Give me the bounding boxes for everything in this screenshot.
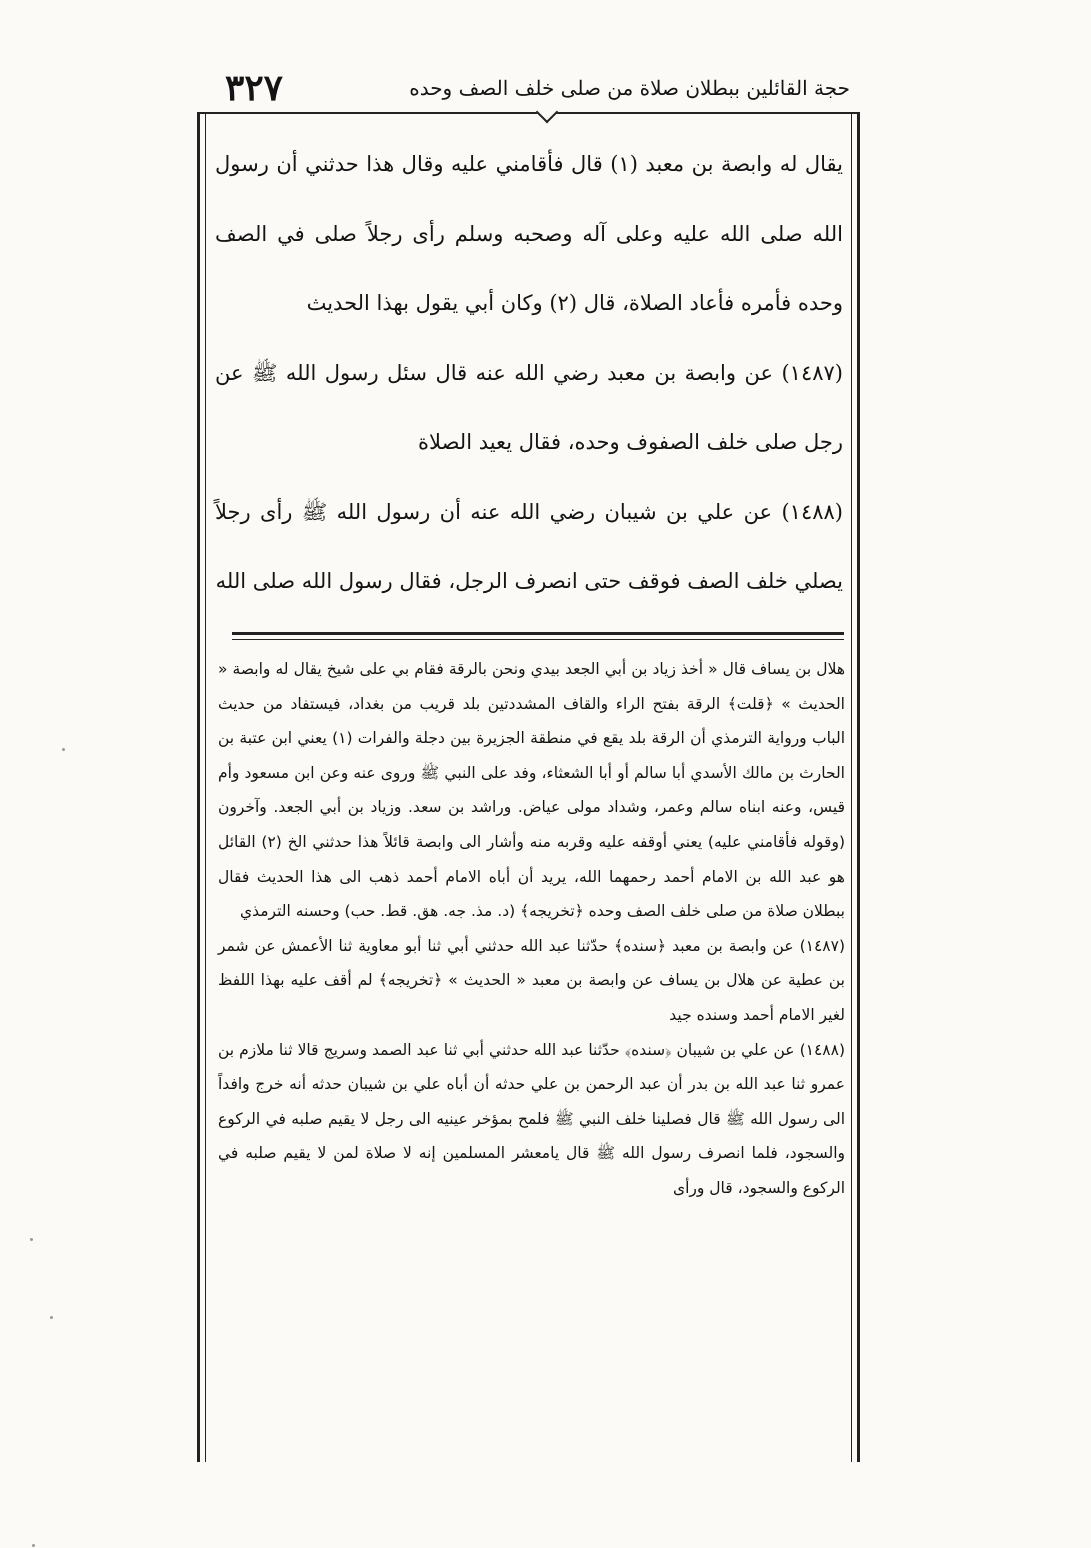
scan-speck (50, 1316, 53, 1319)
section-separator-thin (232, 639, 844, 640)
frame-border-right (857, 112, 860, 1462)
scan-speck (30, 1238, 33, 1241)
page-number: ٣٢٧ (225, 67, 284, 109)
section-separator (232, 632, 844, 635)
frame-border-right-inner (851, 112, 852, 1462)
hadith-paragraph: (١٤٨٧) عن وابصة بن معبد رضي الله عنه قال سئل رسول الله ﷺ عن رجل صلى خلف الصفوف وحده، فقال يعيد الصلاة (215, 360, 843, 454)
commentary-paragraph: هلال بن يساف قال « أخذ زياد بن أبي الجعد بيدي ونحن بالرقة فقام بي على شيخ يقال له وابصة « الحديث » ﴿قلت﴾ الرقة بفتح الراء والقاف المشددتين بلد قريب من بغداد، فيستفاد من حديث الباب ورواية الترمذي أن الرقة بلد يقع في منطقة الجزيرة بين دجلة والفرات (١) يعني ابن عتبة بن الحارث بن مالك الأسدي أبا سالم أو أبا الشعثاء، وفد على النبي ﷺ وروى عنه وعن ابن مسعود وأم قيس، وعنه ابناه سالم وعمر، وشداد مولى عياض. وراشد بن سعد. وزياد بن أبي الجعد. وآخرون (وقوله فأقامني عليه) يعني أوقفه عليه وقربه منه وأشار الى وابصة قائلاً هذا حدثني الخ (٢) القائل هو عبد الله بن الامام أحمد رحمهما الله، يريد أن أباه الامام أحمد ذهب الى هذا الحديث فقال ببطلان صلاة من صلى خلف الصف وحده ﴿تخريجه﴾ (د. مذ. جه. هق. قط. حب) وحسنه الترمذي (218, 660, 846, 921)
running-title: حجة القائلين ببطلان صلاة من صلى خلف الصف وحده (409, 76, 850, 100)
header-rule (200, 112, 860, 114)
hadith-text-block (215, 130, 843, 617)
scan-speck (32, 1544, 35, 1547)
commentary-block (218, 652, 845, 1206)
frame-border-left (197, 112, 200, 1462)
frame-border-left-inner (205, 112, 206, 1462)
commentary-paragraph: (١٤٨٨) عن علي بن شيبان ﴿سنده﴾ حدّثنا عبد الله حدثني أبي ثنا عبد الصمد وسريج قالا ثنا ملازم بن عمرو ثنا عبد الله بن بدر أن عبد الرحمن بن علي حدثه أن أباه علي بن شيبان حدثه أنه خرج وافداً الى رسول الله ﷺ قال فصلينا خلف النبي ﷺ فلمح بمؤخر عينيه الى رجل لا يقيم صلبه في الركوع والسجود، فلما انصرف رسول الله ﷺ قال يامعشر المسلمين إنه لا صلاة لمن لا يقيم صلبه في الركوع والسجود، قال ورأى (218, 1040, 845, 1197)
page-header (225, 64, 850, 112)
hadith-paragraph: يقال له وابصة بن معبد (١) قال فأقامني عليه وقال هذا حدثني أن رسول الله صلى الله عليه وعلى آله وصحبه وسلم رأى رجلاً صلى في الصف وحده فأمره فأعاد الصلاة، قال (٢) وكان أبي يقول بهذا الحديث (215, 152, 843, 315)
scan-speck (62, 748, 65, 751)
commentary-paragraph: (١٤٨٧) عن وابصة بن معبد ﴿سنده﴾ حدّثنا عبد الله حدثني أبي ثنا أبو معاوية ثنا الأعمش عن شمر بن عطية عن هلال بن يساف عن وابصة بن معبد « الحديث » ﴿تخريجه﴾ لم أقف عليه بهذا اللفظ لغير الامام أحمد وسنده جيد (218, 936, 845, 1024)
hadith-paragraph: (١٤٨٨) عن علي بن شيبان رضي الله عنه أن رسول الله ﷺ رأى رجلاً يصلي خلف الصف فوقف حتى انصرف الرجل، فقال رسول الله صلى الله (215, 499, 843, 593)
